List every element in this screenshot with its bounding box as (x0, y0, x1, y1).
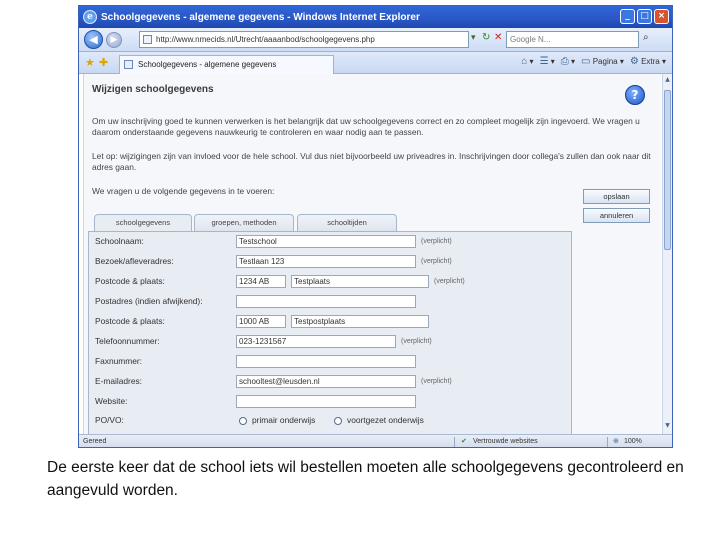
window-controls (620, 9, 669, 24)
address-bar (79, 28, 672, 52)
po-vo-label: PO/VO: (95, 415, 124, 425)
radio-secondary-label: voortgezet onderwijs (347, 415, 424, 425)
radio-primary[interactable] (239, 417, 247, 425)
print-button[interactable] (561, 56, 575, 67)
feeds-icon: ☰ (539, 56, 549, 67)
tools-menu-label: Extra ▾ (641, 57, 666, 66)
url-field[interactable] (139, 31, 469, 48)
postal-address-field[interactable] (236, 295, 416, 308)
stop-icon[interactable]: ✕ (494, 32, 503, 43)
search-input[interactable]: Google N... (506, 31, 639, 48)
intro-paragraph: Om uw inschrijving goed te kunnen verwerken is het belangrijk dat uw schoolgegevens correct en zo compleet mogelijk zijn ingevoerd. We vragen u daarom onderstaande gegevens nauwkeurig te controleren en waar nodig aan te passen. (92, 116, 640, 137)
page-content (79, 74, 664, 434)
feeds-dropdown: ▾ (550, 57, 555, 66)
postcode-city-label: Postcode & plaats: (95, 276, 165, 286)
zone-label: Vertrouwde websites (473, 438, 538, 445)
website-field[interactable] (236, 395, 416, 408)
address-dropdown-icon[interactable]: ▾ (471, 33, 476, 43)
favorites-star-icon[interactable]: ★ (85, 56, 95, 69)
forward-button[interactable]: ▶ (106, 32, 122, 48)
visit-address-label: Bezoek/afleveradres: (95, 256, 174, 266)
fax-field[interactable] (236, 355, 416, 368)
command-bar (521, 56, 666, 67)
status-text: Gereed (83, 438, 107, 445)
postcode-required-note: (verplicht) (434, 278, 465, 285)
phone-field[interactable]: 023-1231567 (236, 335, 396, 348)
fax-label: Faxnummer: (95, 356, 143, 366)
phone-required-note: (verplicht) (401, 338, 432, 345)
url-text: http://www.nmecids.nl/Utrecht/aaaanbod/schoolgegevens.php (156, 35, 375, 44)
cancel-button[interactable]: annuleren (583, 208, 650, 223)
postal-postcode-field[interactable]: 1000 AB (236, 315, 286, 328)
zoom-level[interactable]: 100% (624, 438, 642, 445)
slide-caption: De eerste keer dat de school iets wil bestellen moeten alle schoolgegevens gecontroleerd en aangevuld worden. (47, 459, 684, 499)
scroll-down-icon[interactable]: ▼ (665, 422, 670, 429)
page-icon (143, 35, 152, 44)
print-dropdown: ▾ (571, 57, 576, 66)
postal-postcode-city-label: Postcode & plaats: (95, 316, 165, 326)
add-favorite-icon[interactable]: ✚ (99, 56, 109, 69)
website-label: Website: (95, 396, 128, 406)
home-button[interactable] (521, 56, 533, 67)
tab-groepen-methoden[interactable]: groepen, methoden (194, 214, 294, 231)
back-button[interactable]: ◀ (84, 30, 103, 49)
search-icon[interactable]: ⌕ (643, 32, 649, 43)
email-label: E-mailadres: (95, 376, 143, 386)
status-divider (454, 437, 455, 447)
tab-bar (79, 52, 672, 74)
tab-schoolgegevens[interactable]: schoolgegevens (94, 214, 192, 232)
radio-secondary[interactable] (334, 417, 342, 425)
browser-window (78, 5, 673, 448)
home-icon: ⌂ (521, 56, 528, 67)
visit-address-field[interactable]: Testlaan 123 (236, 255, 416, 268)
vertical-scrollbar[interactable] (662, 74, 672, 434)
tools-menu-button[interactable] (630, 56, 666, 67)
save-button[interactable]: opslaan (583, 189, 650, 204)
tab-page-icon (124, 60, 133, 69)
close-button[interactable]: × (654, 9, 669, 24)
title-bar (79, 6, 672, 28)
zoom-icon: ⊕ (613, 438, 619, 445)
schoolname-field[interactable]: Testschool (236, 235, 416, 248)
radio-primary-label: primair onderwijs (252, 415, 316, 425)
postal-address-label: Postadres (indien afwijkend): (95, 296, 203, 306)
help-icon[interactable]: ? (625, 85, 645, 105)
page-title: Wijzigen schoolgegevens (92, 84, 214, 95)
warning-paragraph: Let op: wijzigingen zijn van invloed voor de hele school. Vul dus niet bijvoorbeeld uw priveadres in. Inschrijvingen door collega's zullen dan ook naar dit adres gaan. (92, 151, 651, 172)
email-field[interactable]: schooltest@leusden.nl (236, 375, 416, 388)
postal-city-field[interactable]: Testpostplaats (291, 315, 429, 328)
home-dropdown: ▾ (529, 57, 534, 66)
city-field[interactable]: Testplaats (291, 275, 429, 288)
tab-schooltijden[interactable]: schooltijden (297, 214, 397, 231)
scroll-thumb[interactable] (664, 90, 671, 250)
page-menu-label: Pagina ▾ (592, 57, 624, 66)
tools-icon: ⚙ (629, 56, 639, 67)
schoolname-required-note: (verplicht) (421, 238, 452, 245)
internet-explorer-icon: e (83, 10, 97, 24)
window-title: Schoolgegevens - algemene gegevens - Windows Internet Explorer (101, 11, 420, 23)
tab-label: Schoolgegevens - algemene gegevens (138, 60, 277, 69)
email-required-note: (verplicht) (421, 378, 452, 385)
maximize-button[interactable]: □ (637, 9, 652, 24)
refresh-icon[interactable]: ↻ (482, 32, 491, 43)
trusted-zone-icon: ✔ (461, 438, 467, 445)
school-form (88, 231, 572, 434)
status-divider-2 (607, 437, 608, 447)
postcode-field[interactable]: 1234 AB (236, 275, 286, 288)
phone-label: Telefoonnummer: (95, 336, 160, 346)
tab-current-page[interactable] (119, 55, 334, 74)
feeds-button[interactable] (540, 56, 555, 67)
page-menu-icon: ▭ (581, 56, 591, 67)
minimize-button[interactable]: _ (620, 9, 635, 24)
print-icon: ⎙ (560, 56, 569, 67)
schoolname-label: Schoolnaam: (95, 236, 144, 246)
status-bar (79, 434, 672, 448)
page-body (83, 74, 661, 434)
visit-address-required-note: (verplicht) (421, 258, 452, 265)
page-menu-button[interactable] (581, 56, 624, 67)
scroll-up-icon[interactable]: ▲ (665, 76, 670, 83)
instruction-paragraph: We vragen u de volgende gegevens in te voeren: (92, 186, 275, 196)
